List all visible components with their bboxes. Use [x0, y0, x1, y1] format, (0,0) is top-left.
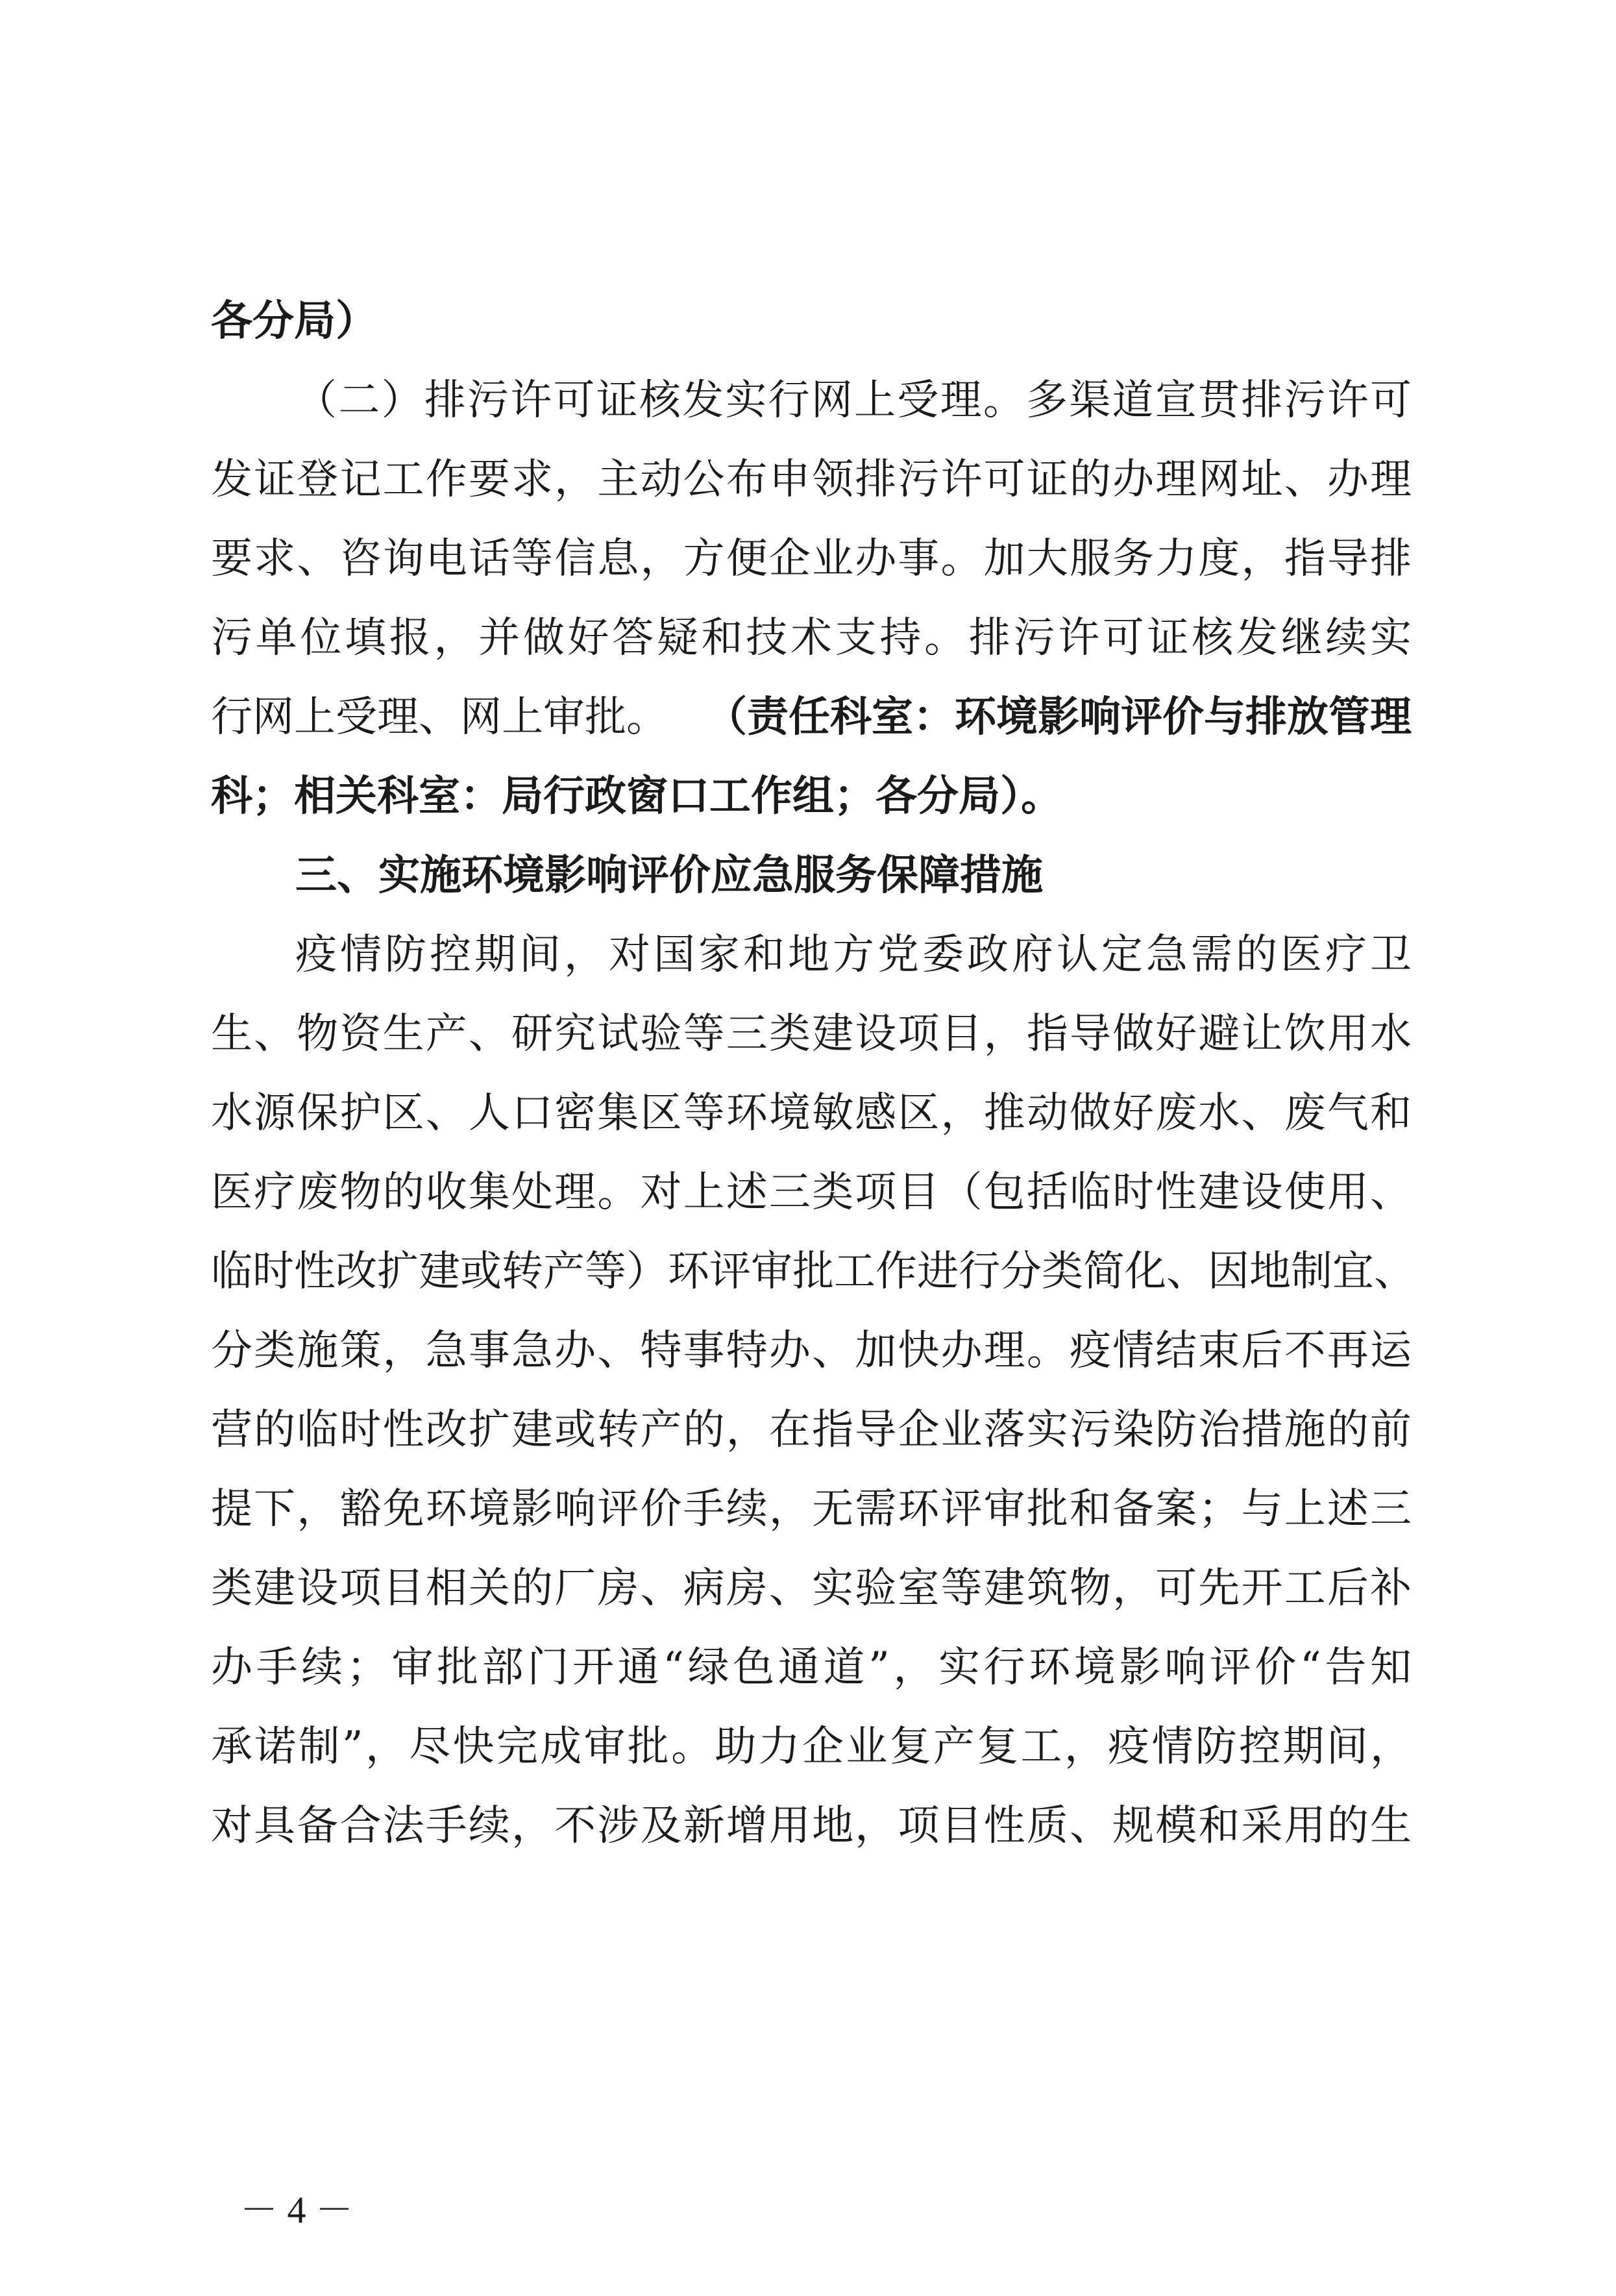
line-6-responsibility: （责任科室：环境影响评价与排放管理 — [705, 693, 1412, 741]
section-heading: 三、实施环境影响评价应急服务保障措施 — [295, 852, 1043, 900]
paragraph-line-10: 水源保护区、人口密集区等环境敏感区，推动做好废水、废气和 — [211, 1089, 1412, 1137]
paragraph-line-14: 营的临时性改扩建或转产的，在指导企业落实污染防治措施的前 — [211, 1406, 1412, 1454]
paragraph-line-5: 污单位填报，并做好答疑和技术支持。排污许可证核发继续实 — [211, 614, 1412, 662]
paragraph-line-15: 提下，豁免环境影响评价手续，无需环评审批和备案；与上述三 — [211, 1485, 1412, 1533]
line-6-text: 行网上受理、网上审批。 — [211, 693, 668, 741]
paragraph-line-6 — [211, 691, 1412, 743]
paragraph-line-1: 各分局） — [211, 297, 377, 345]
paragraph-line-19: 对具备合法手续，不涉及新增用地，项目性质、规模和采用的生 — [211, 1802, 1412, 1850]
paragraph-line-4: 要求、咨询电话等信息，方便企业办事。加大服务力度，指导排 — [211, 535, 1412, 583]
paragraph-line-2: （二）排污许可证核发实行网上受理。多渠道宣贯排污许可 — [295, 376, 1412, 425]
paragraph-line-17: 办手续；审批部门开通“绿色通道”，实行环境影响评价“告知 — [211, 1644, 1412, 1692]
paragraph-line-16: 类建设项目相关的厂房、病房、实验室等建筑物，可先开工后补 — [211, 1564, 1412, 1612]
paragraph-line-3: 发证登记工作要求，主动公布申领排污许可证的办理网址、办理 — [211, 456, 1412, 504]
paragraph-line-7: 科；相关科室：局行政窗口工作组；各分局）。 — [211, 772, 1062, 821]
paragraph-line-8: 疫情防控期间，对国家和地方党委政府认定急需的医疗卫 — [295, 931, 1412, 979]
paragraph-line-13: 分类施策，急事急办、特事特办、加快办理。疫情结束后不再运 — [211, 1327, 1412, 1375]
paragraph-line-18: 承诺制”，尽快完成审批。助力企业复产复工，疫情防控期间， — [211, 1723, 1412, 1771]
paragraph-line-11: 医疗废物的收集处理。对上述三类项目（包括临时性建设使用、 — [211, 1168, 1412, 1216]
paragraph-line-12: 临时性改扩建或转产等）环评审批工作进行分类简化、因地制宜、 — [211, 1248, 1415, 1296]
page-number: － 4 － — [240, 2189, 354, 2231]
paragraph-line-9: 生、物资生产、研究试验等三类建设项目，指导做好避让饮用水 — [211, 1010, 1412, 1058]
